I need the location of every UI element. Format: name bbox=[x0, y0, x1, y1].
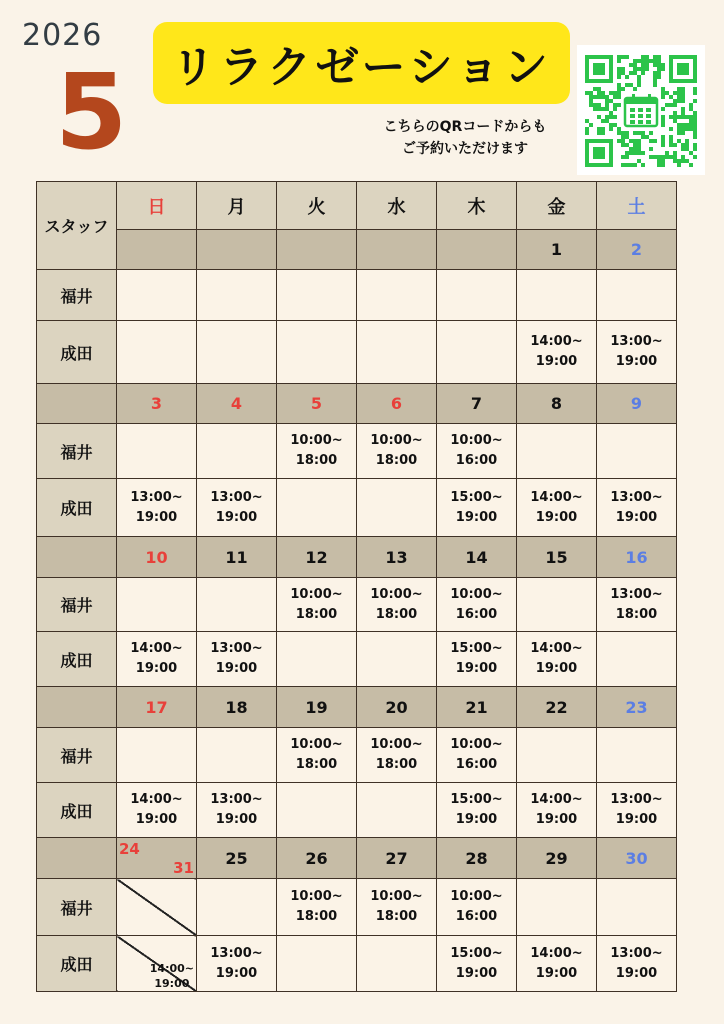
shift-cell bbox=[517, 424, 597, 479]
staff-name: 成田 bbox=[60, 955, 93, 974]
date-number: 26 bbox=[305, 848, 328, 868]
qr-code-image bbox=[577, 45, 705, 175]
date-cell bbox=[517, 384, 597, 424]
date-number: 25 bbox=[225, 848, 248, 868]
date-number: 9 bbox=[630, 394, 643, 413]
date-cell bbox=[357, 537, 437, 578]
shift-time: 13:00~ 19:00 bbox=[210, 945, 263, 981]
calendar-icon bbox=[621, 91, 661, 131]
date-number: 18 bbox=[225, 697, 248, 717]
shift-cell bbox=[117, 270, 197, 321]
date-band-blank bbox=[37, 384, 117, 424]
shift-cell bbox=[597, 321, 677, 384]
shift-cell bbox=[597, 632, 677, 687]
shift-cell bbox=[277, 321, 357, 384]
shift-time: 10:00~ 18:00 bbox=[370, 586, 423, 622]
page-title: リラクゼーション bbox=[153, 22, 570, 104]
staff-name-cell bbox=[37, 936, 117, 992]
shift-cell bbox=[517, 879, 597, 936]
staff-name-cell bbox=[37, 783, 117, 838]
shift-cell bbox=[197, 728, 277, 783]
shift-cell bbox=[197, 424, 277, 479]
weekday-header bbox=[437, 182, 517, 230]
date-number: 13 bbox=[385, 547, 408, 567]
shift-cell bbox=[117, 321, 197, 384]
shift-time: 14:00~ 19:00 bbox=[130, 641, 183, 676]
staff-name-cell bbox=[37, 479, 117, 537]
shift-cell bbox=[437, 936, 517, 992]
weekday-label: 木 bbox=[467, 196, 486, 218]
shift-cell bbox=[597, 879, 677, 936]
shift-cell bbox=[597, 728, 677, 783]
shift-time: 14:00~ 19:00 bbox=[530, 945, 583, 981]
shift-cell bbox=[437, 783, 517, 838]
weekday-label: 月 bbox=[227, 196, 246, 218]
date-cell bbox=[197, 384, 277, 424]
staff-name: 成田 bbox=[60, 499, 93, 518]
shift-cell bbox=[517, 728, 597, 783]
shift-cell bbox=[197, 936, 277, 992]
date-number: 2 bbox=[630, 240, 643, 259]
staff-header-label: スタッフ bbox=[44, 217, 109, 236]
shift-time: 15:00~ 19:00 bbox=[450, 489, 503, 525]
date-number: 5 bbox=[310, 394, 323, 413]
date-number: 27 bbox=[385, 848, 408, 868]
date-cell bbox=[597, 230, 677, 270]
date-band-blank bbox=[37, 537, 117, 578]
weekday-header bbox=[357, 182, 437, 230]
qr-note bbox=[360, 116, 570, 160]
shift-time: 10:00~ 18:00 bbox=[290, 586, 343, 622]
shift-cell-split bbox=[117, 879, 197, 936]
staff-name-cell bbox=[37, 728, 117, 783]
date-cell bbox=[117, 687, 197, 728]
shift-time: 14:00~ 19:00 bbox=[530, 641, 583, 676]
date-cell bbox=[597, 537, 677, 578]
date-number: 20 bbox=[385, 697, 408, 717]
date-cell bbox=[277, 384, 357, 424]
shift-cell bbox=[117, 783, 197, 838]
date-cell bbox=[357, 687, 437, 728]
shift-time: 13:00~ 19:00 bbox=[610, 792, 663, 827]
date-cell bbox=[117, 230, 197, 270]
date-number: 23 bbox=[625, 697, 648, 717]
shift-cell bbox=[517, 632, 597, 687]
date-cell bbox=[437, 230, 517, 270]
date-number: 8 bbox=[550, 394, 563, 413]
staff-name-cell bbox=[37, 270, 117, 321]
shift-time: 10:00~ 18:00 bbox=[290, 889, 343, 924]
shift-cell bbox=[437, 578, 517, 632]
schedule-table bbox=[36, 181, 677, 992]
date-number: 10 bbox=[145, 547, 168, 567]
shift-time: 13:00~ 19:00 bbox=[610, 334, 663, 369]
date-cell bbox=[357, 384, 437, 424]
staff-name: 成田 bbox=[60, 343, 93, 363]
date-number: 4 bbox=[230, 394, 243, 413]
shift-cell bbox=[197, 578, 277, 632]
date-cell bbox=[197, 230, 277, 270]
shift-time: 13:00~ 19:00 bbox=[130, 489, 183, 525]
date-cell bbox=[197, 838, 277, 879]
shift-time: 13:00~ 19:00 bbox=[610, 489, 663, 525]
qr-note-line1: こちらのQRコードからも bbox=[383, 119, 547, 135]
shift-cell bbox=[597, 479, 677, 537]
shift-cell bbox=[277, 424, 357, 479]
weekday-label: 水 bbox=[387, 196, 406, 218]
shift-cell bbox=[277, 783, 357, 838]
shift-cell bbox=[357, 936, 437, 992]
staff-name: 福井 bbox=[60, 442, 93, 462]
staff-name-cell bbox=[37, 321, 117, 384]
date-cell bbox=[277, 230, 357, 270]
date-cell bbox=[517, 537, 597, 578]
staff-name-cell bbox=[37, 424, 117, 479]
shift-time: 10:00~ 16:00 bbox=[450, 433, 503, 468]
shift-time: 15:00~ 19:00 bbox=[450, 945, 503, 981]
shift-cell bbox=[277, 879, 357, 936]
shift-cell bbox=[277, 578, 357, 632]
shift-cell bbox=[437, 879, 517, 936]
shift-cell bbox=[117, 479, 197, 537]
shift-cell bbox=[517, 936, 597, 992]
shift-time: 15:00~ 19:00 bbox=[450, 641, 503, 676]
date-cell bbox=[197, 687, 277, 728]
year: 2026 bbox=[22, 18, 103, 53]
shift-cell bbox=[357, 479, 437, 537]
date-cell bbox=[117, 384, 197, 424]
shift-cell bbox=[357, 728, 437, 783]
shift-cell bbox=[357, 879, 437, 936]
weekday-header bbox=[277, 182, 357, 230]
date-cell bbox=[597, 838, 677, 879]
month-number: 5 bbox=[55, 51, 128, 173]
date-number: 17 bbox=[145, 697, 168, 717]
date-cell bbox=[597, 687, 677, 728]
date-cell bbox=[517, 230, 597, 270]
shift-cell bbox=[197, 632, 277, 687]
date-number: 29 bbox=[545, 848, 568, 868]
date-cell bbox=[517, 838, 597, 879]
weekday-label: 土 bbox=[627, 196, 646, 218]
shift-cell bbox=[597, 424, 677, 479]
shift-cell bbox=[117, 728, 197, 783]
shift-cell bbox=[197, 270, 277, 321]
weekday-header bbox=[597, 182, 677, 230]
date-number: 15 bbox=[545, 547, 568, 567]
shift-cell bbox=[117, 632, 197, 687]
shift-cell bbox=[357, 270, 437, 321]
shift-cell bbox=[197, 479, 277, 537]
shift-cell bbox=[517, 578, 597, 632]
shift-cell bbox=[517, 783, 597, 838]
staff-name: 福井 bbox=[60, 746, 93, 766]
shift-time: 13:00~ 19:00 bbox=[610, 945, 663, 981]
shift-cell bbox=[437, 479, 517, 537]
weekday-label: 金 bbox=[547, 196, 566, 218]
date-number: 22 bbox=[545, 697, 568, 717]
shift-cell-split bbox=[117, 936, 197, 992]
shift-cell bbox=[437, 321, 517, 384]
shift-cell bbox=[357, 783, 437, 838]
date-number: 7 bbox=[470, 394, 483, 413]
staff-name-cell bbox=[37, 879, 117, 936]
shift-cell bbox=[437, 270, 517, 321]
date-number: 3 bbox=[150, 394, 163, 413]
date-number: 11 bbox=[225, 547, 248, 567]
date-number: 14 bbox=[465, 547, 488, 567]
weekday-label: 日 bbox=[147, 196, 166, 218]
weekday-header bbox=[517, 182, 597, 230]
qr-code[interactable] bbox=[577, 45, 705, 175]
shift-cell bbox=[517, 479, 597, 537]
shift-time: 15:00~ 19:00 bbox=[450, 792, 503, 827]
shift-time: 13:00~ 19:00 bbox=[210, 489, 263, 525]
date-cell bbox=[357, 230, 437, 270]
shift-time: 14:00~ 19:00 bbox=[149, 962, 194, 990]
date-cell bbox=[277, 687, 357, 728]
date-cell-split bbox=[117, 838, 197, 879]
date-cell bbox=[277, 838, 357, 879]
weekday-header bbox=[117, 182, 197, 230]
date-cell bbox=[437, 537, 517, 578]
shift-time: 14:00~ 19:00 bbox=[130, 792, 183, 827]
shift-cell bbox=[437, 424, 517, 479]
date-cell bbox=[437, 687, 517, 728]
shift-cell bbox=[437, 632, 517, 687]
shift-cell bbox=[117, 424, 197, 479]
date-number: 31 bbox=[173, 859, 194, 877]
date-number: 1 bbox=[550, 240, 563, 259]
staff-name-cell bbox=[37, 632, 117, 687]
shift-cell bbox=[277, 728, 357, 783]
date-cell bbox=[437, 384, 517, 424]
shift-cell bbox=[357, 321, 437, 384]
shift-cell bbox=[197, 321, 277, 384]
shift-cell bbox=[517, 270, 597, 321]
date-number: 19 bbox=[305, 697, 328, 717]
staff-name: 福井 bbox=[60, 596, 93, 615]
date-cell bbox=[197, 537, 277, 578]
shift-cell bbox=[197, 783, 277, 838]
staff-header bbox=[37, 182, 117, 270]
shift-cell bbox=[597, 936, 677, 992]
shift-cell bbox=[357, 578, 437, 632]
shift-cell bbox=[437, 728, 517, 783]
shift-time: 10:00~ 16:00 bbox=[450, 889, 503, 924]
date-cell bbox=[277, 537, 357, 578]
date-number: 16 bbox=[625, 547, 648, 567]
shift-cell bbox=[597, 578, 677, 632]
shift-cell bbox=[277, 632, 357, 687]
staff-name: 福井 bbox=[60, 286, 93, 306]
staff-name: 成田 bbox=[60, 801, 93, 821]
shift-time: 14:00~ 19:00 bbox=[530, 334, 583, 369]
shift-cell bbox=[277, 270, 357, 321]
qr-note-line2: ご予約いただけます bbox=[402, 141, 528, 157]
shift-cell bbox=[597, 270, 677, 321]
shift-cell bbox=[357, 424, 437, 479]
date-number: 30 bbox=[625, 848, 648, 868]
shift-time: 10:00~ 16:00 bbox=[450, 737, 503, 772]
shift-time: 14:00~ 19:00 bbox=[530, 792, 583, 827]
date-cell bbox=[437, 838, 517, 879]
date-number: 28 bbox=[465, 848, 488, 868]
date-number: 24 bbox=[119, 840, 140, 858]
shift-cell bbox=[197, 879, 277, 936]
shift-time: 14:00~ 19:00 bbox=[530, 489, 583, 525]
shift-time: 10:00~ 18:00 bbox=[290, 737, 343, 772]
date-cell bbox=[117, 537, 197, 578]
date-number: 6 bbox=[390, 394, 403, 413]
date-band-blank bbox=[37, 838, 117, 879]
shift-time: 10:00~ 16:00 bbox=[450, 586, 503, 622]
staff-name-cell bbox=[37, 578, 117, 632]
shift-time: 13:00~ 18:00 bbox=[610, 586, 663, 622]
date-band-blank bbox=[37, 687, 117, 728]
shift-cell bbox=[357, 632, 437, 687]
staff-name: 成田 bbox=[60, 650, 93, 670]
shift-time: 10:00~ 18:00 bbox=[370, 737, 423, 772]
shift-time: 10:00~ 18:00 bbox=[370, 433, 423, 468]
date-number: 21 bbox=[465, 697, 488, 717]
shift-cell bbox=[277, 936, 357, 992]
shift-cell bbox=[517, 321, 597, 384]
shift-time: 13:00~ 19:00 bbox=[210, 792, 263, 827]
weekday-header bbox=[197, 182, 277, 230]
shift-cell bbox=[117, 578, 197, 632]
shift-time: 10:00~ 18:00 bbox=[290, 433, 343, 468]
date-cell bbox=[357, 838, 437, 879]
shift-cell bbox=[277, 479, 357, 537]
shift-time: 10:00~ 18:00 bbox=[370, 889, 423, 924]
date-cell bbox=[597, 384, 677, 424]
date-cell bbox=[517, 687, 597, 728]
staff-name: 福井 bbox=[60, 898, 93, 918]
date-number: 12 bbox=[305, 547, 328, 567]
weekday-label: 火 bbox=[307, 196, 326, 218]
shift-time: 13:00~ 19:00 bbox=[210, 641, 263, 676]
shift-cell bbox=[597, 783, 677, 838]
